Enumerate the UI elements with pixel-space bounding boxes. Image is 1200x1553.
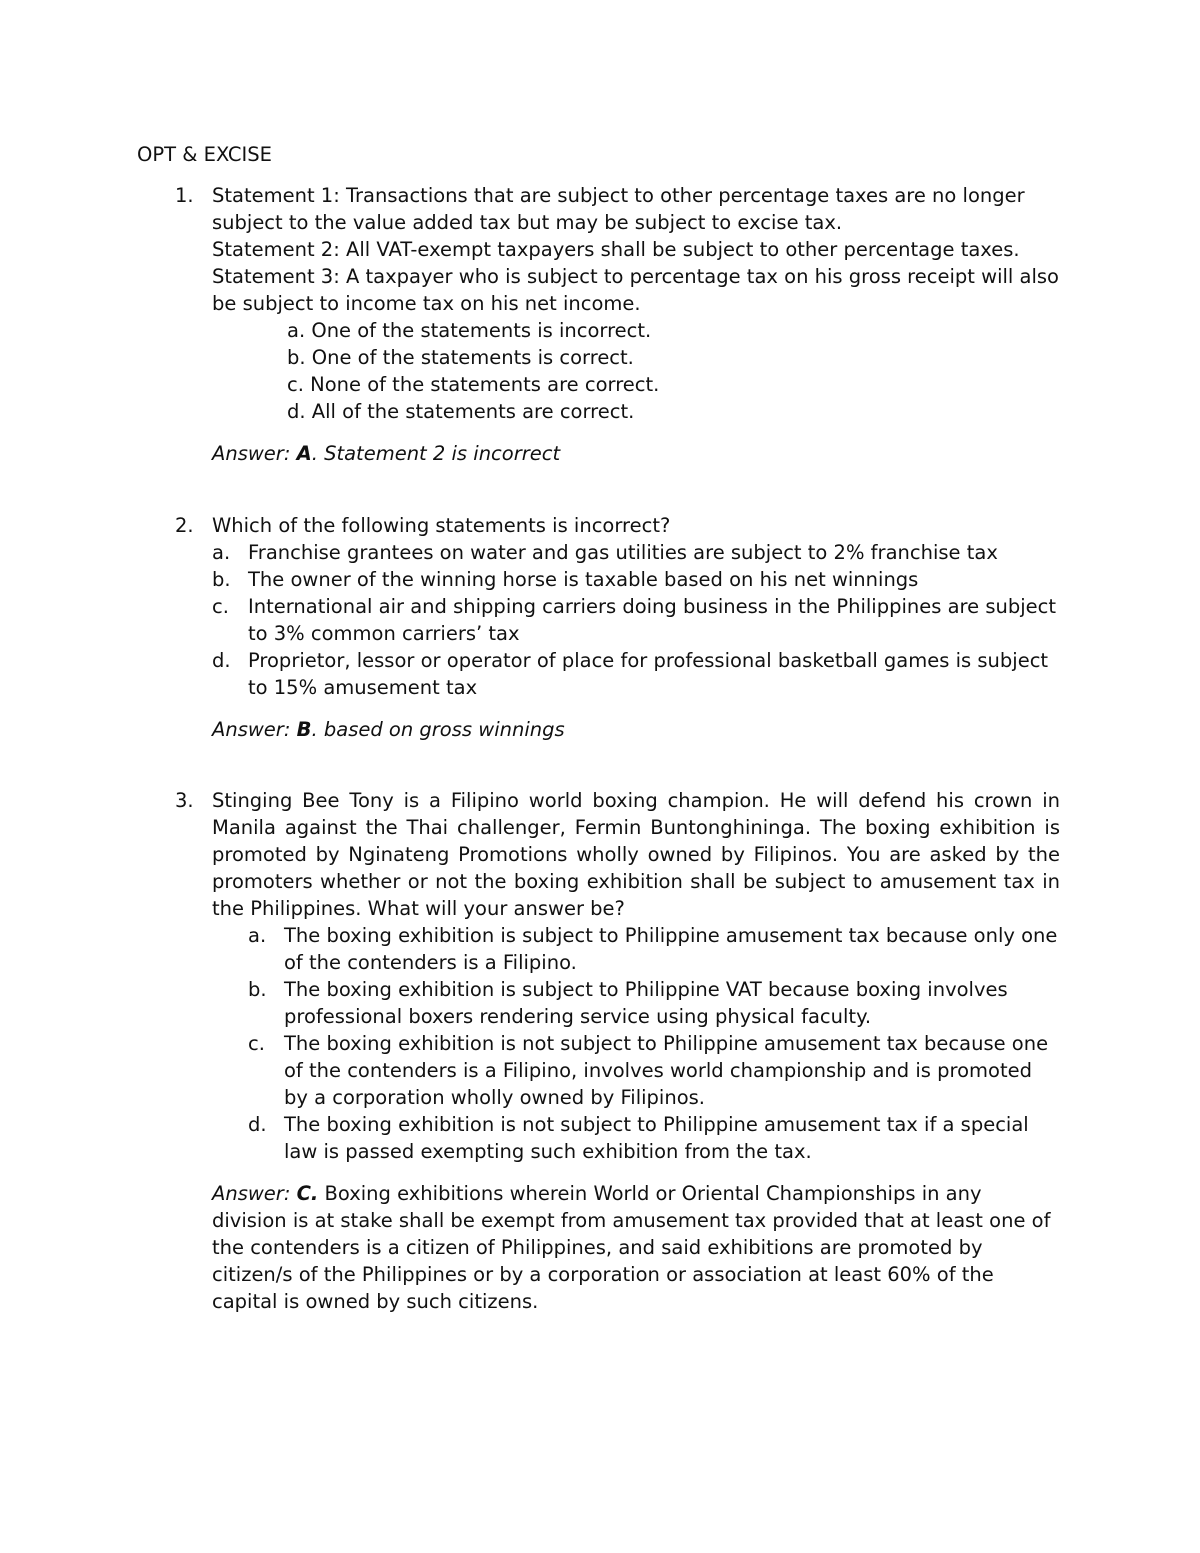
option-c	[248, 1030, 1060, 1111]
option-text: The boxing exhibition is not subject to Philippine amusement tax because one of the contenders is a Filipino, involves world championship and is promoted by a corporation wholly owned by Filipinos.	[284, 1032, 1049, 1109]
option-text: The boxing exhibition is not subject to Philippine amusement tax if a special law is passed exempting such exhibition from the tax.	[284, 1113, 1029, 1163]
page-title: OPT & EXCISE	[137, 143, 272, 166]
option-a	[248, 922, 1060, 976]
option-letter: b.	[212, 568, 231, 591]
answer-label: Answer:	[212, 1182, 297, 1205]
option-text: Franchise grantees on water and gas utilities are subject to 2% franchise tax	[248, 541, 998, 564]
options-list	[212, 539, 1060, 701]
answer-letter: A	[296, 442, 312, 465]
question-2	[175, 512, 1060, 743]
options-list	[248, 922, 1060, 1165]
option-b	[248, 976, 1060, 1030]
question-3	[175, 787, 1060, 1315]
question-number: 3.	[175, 789, 194, 812]
option-b: b. One of the statements is correct.	[287, 346, 634, 369]
answer-label: Answer:	[212, 442, 297, 465]
option-letter: a.	[212, 541, 231, 564]
option-d	[248, 1111, 1060, 1165]
option-letter: b.	[248, 978, 267, 1001]
option-a: a. One of the statements is incorrect.	[287, 319, 652, 342]
options-list	[212, 317, 1060, 425]
answer-text: . Statement 2 is incorrect	[311, 442, 561, 465]
answer	[212, 1180, 1060, 1315]
question-1	[175, 182, 1060, 467]
option-b	[212, 566, 1060, 593]
option-text: The owner of the winning horse is taxable based on his net winnings	[248, 568, 919, 591]
answer-text: Boxing exhibitions wherein World or Oriental Championships in any division is at stake shall be exempt from amusement tax provided that at least one of the contenders is a citizen of Philippines, and said exhibitions are promoted by citizen/s of the Philippines or by a corporation or association at least 60% of the capital is owned by such citizens.	[212, 1182, 1051, 1313]
option-letter: d.	[212, 649, 231, 672]
option-text: The boxing exhibition is subject to Philippine amusement tax because only one of the contenders is a Filipino.	[284, 924, 1058, 974]
option-text: Proprietor, lessor or operator of place for professional basketball games is subject to 15% amusement tax	[248, 649, 1049, 699]
question-number: 2.	[175, 514, 194, 537]
option-c: c. None of the statements are correct.	[287, 373, 660, 396]
option-text: International air and shipping carriers doing business in the Philippines are subject to 3% common carriers’ tax	[248, 595, 1057, 645]
question-stem: Stinging Bee Tony is a Filipino world boxing champion. He will defend his crown in Manila against the Thai challenger, Fermin Buntonghininga. The boxing exhibition is promoted by Nginateng Promotions wholly owned by Filipinos. You are asked by the promoters whether or not the boxing exhibition shall be subject to amusement tax in the Philippines. What will your answer be?	[212, 789, 1060, 920]
question-stem: Which of the following statements is incorrect?	[212, 514, 671, 537]
option-c	[212, 593, 1060, 647]
option-letter: d.	[248, 1113, 267, 1136]
statement-1: Statement 1: Transactions that are subject to other percentage taxes are no longer subject to the value added tax but may be subject to excise tax.	[212, 184, 1025, 234]
answer-letter: B	[296, 718, 312, 741]
option-d	[212, 647, 1060, 701]
statement-3: Statement 3: A taxpayer who is subject to percentage tax on his gross receipt will also be subject to income tax on his net income.	[212, 265, 1059, 315]
option-a	[212, 539, 1060, 566]
answer-text: . based on gross winnings	[311, 718, 565, 741]
statement-2: Statement 2: All VAT-exempt taxpayers shall be subject to other percentage taxes.	[212, 238, 1020, 261]
option-d: d. All of the statements are correct.	[287, 400, 635, 423]
option-letter: c.	[212, 595, 229, 618]
answer-label: Answer:	[212, 718, 297, 741]
option-text: The boxing exhibition is subject to Philippine VAT because boxing involves professional boxers rendering service using physical faculty.	[284, 978, 1008, 1028]
answer	[212, 716, 1060, 743]
question-number: 1.	[175, 184, 194, 207]
answer-letter: C.	[296, 1182, 319, 1205]
option-letter: a.	[248, 924, 267, 947]
answer	[212, 440, 1060, 467]
option-letter: c.	[248, 1032, 265, 1055]
